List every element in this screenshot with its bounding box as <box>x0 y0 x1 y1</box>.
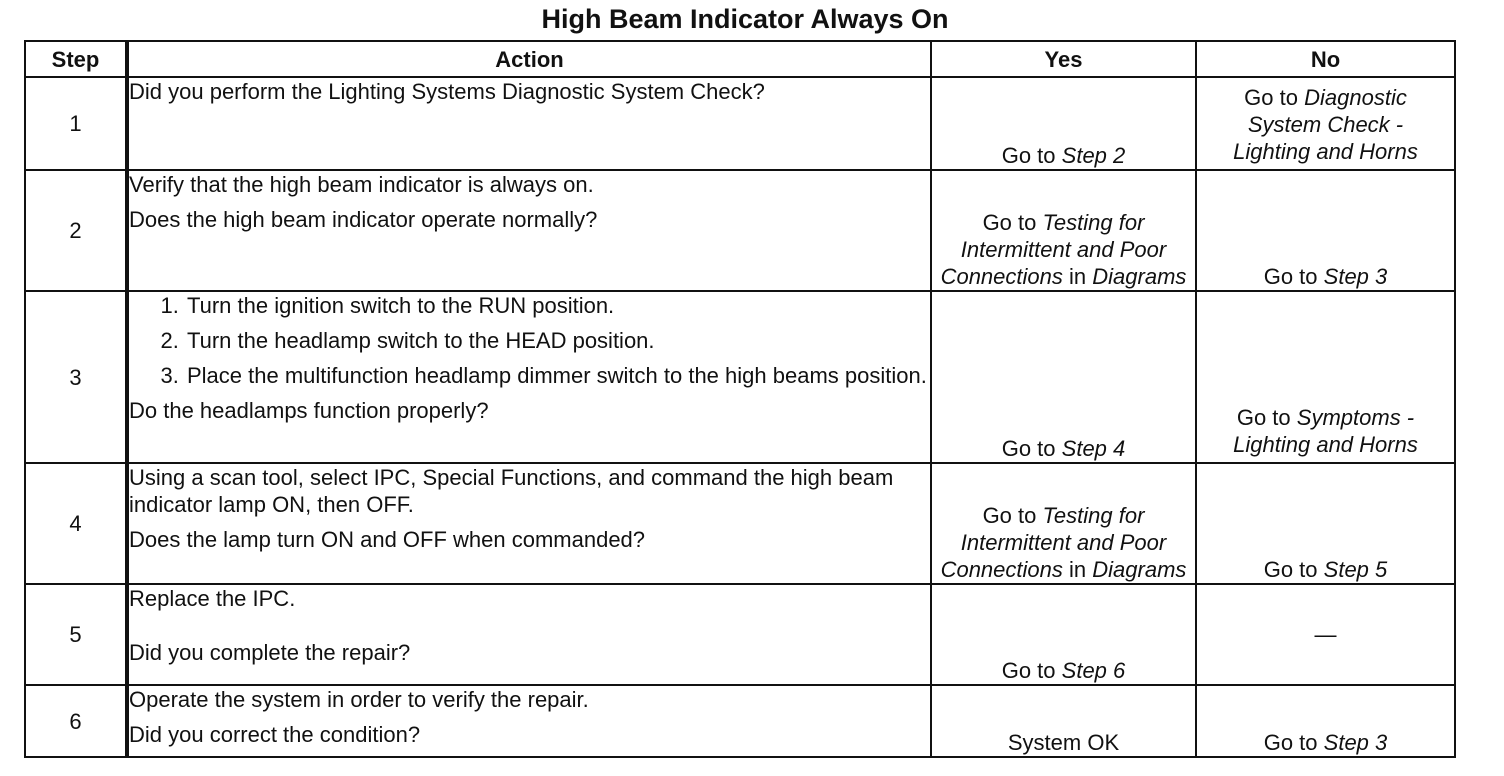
no-cell <box>1196 463 1455 584</box>
action-question: Does the lamp turn ON and OFF when commanded? <box>129 527 646 552</box>
no-reference: Diagnostic System Check - Lighting and Horns <box>1233 85 1418 164</box>
step-number: 3 <box>25 291 127 463</box>
action-text: Using a scan tool, select IPC, Special Functions, and command the high beam indicator lamp ON, then OFF. <box>129 465 894 517</box>
list-item: 3. Place the multifunction headlamp dimmer switch to the high beams position. <box>185 362 930 389</box>
yes-cell <box>931 291 1196 463</box>
action-text: Operate the system in order to verify the repair. <box>129 687 589 712</box>
yes-reference: Step 2 <box>1061 143 1126 168</box>
no-prefix: Go to <box>1236 405 1291 430</box>
no-prefix: Go to <box>1244 85 1298 110</box>
yes-cell <box>931 584 1196 685</box>
no-prefix: Go to <box>1263 557 1318 582</box>
action-steps-list <box>129 292 930 389</box>
no-dash: — <box>1314 622 1337 647</box>
header-row <box>25 41 1455 77</box>
no-prefix: Go to <box>1263 730 1318 755</box>
no-cell <box>1196 685 1455 757</box>
action-text: Did you perform the Lighting Systems Diagnostic System Check? <box>129 79 765 104</box>
yes-reference: Testing for Intermittent and Poor Connections <box>940 210 1167 289</box>
table-row <box>25 463 1455 584</box>
no-reference: Step 3 <box>1323 264 1388 289</box>
step-number: 4 <box>25 463 127 584</box>
yes-prefix: Go to <box>982 503 1037 528</box>
table-row <box>25 291 1455 463</box>
yes-cell <box>931 685 1196 757</box>
action-text: Verify that the high beam indicator is always on. <box>129 172 594 197</box>
table-row <box>25 170 1455 291</box>
yes-cell <box>931 170 1196 291</box>
yes-connector: in <box>1069 557 1087 582</box>
header-step: Step <box>25 41 127 77</box>
no-cell <box>1196 77 1455 170</box>
no-prefix: Go to <box>1263 264 1318 289</box>
yes-prefix: Go to <box>1001 658 1056 683</box>
yes-reference: Testing for Intermittent and Poor Connections <box>940 503 1167 582</box>
yes-prefix: Go to <box>982 210 1037 235</box>
action-question: Does the high beam indicator operate normally? <box>129 207 598 232</box>
list-item: 1. Turn the ignition switch to the RUN position. <box>185 292 930 319</box>
no-reference: Symptoms - Lighting and Horns <box>1233 405 1418 457</box>
table-row <box>25 77 1455 170</box>
page-title: High Beam Indicator Always On <box>541 4 949 34</box>
header-yes: Yes <box>931 41 1196 77</box>
no-cell <box>1196 584 1455 685</box>
yes-prefix: Go to <box>1001 143 1056 168</box>
action-cell <box>127 584 931 685</box>
yes-cell <box>931 463 1196 584</box>
action-cell <box>127 170 931 291</box>
no-reference: Step 3 <box>1323 730 1388 755</box>
action-question: Did you correct the condition? <box>129 722 421 747</box>
no-reference: Step 5 <box>1323 557 1388 582</box>
step-number: 5 <box>25 584 127 685</box>
step-number: 2 <box>25 170 127 291</box>
yes-prefix: Go to <box>1001 436 1056 461</box>
action-text: Replace the IPC. <box>129 586 296 611</box>
yes-reference-2: Diagrams <box>1092 264 1187 289</box>
action-cell <box>127 685 931 757</box>
list-item: 2. Turn the headlamp switch to the HEAD position. <box>185 327 930 354</box>
header-action: Action <box>127 41 931 77</box>
yes-result: System OK <box>1007 730 1120 755</box>
table-row <box>25 584 1455 685</box>
action-cell <box>127 291 931 463</box>
action-cell <box>127 463 931 584</box>
action-question: Did you complete the repair? <box>129 640 411 665</box>
yes-reference: Step 4 <box>1061 436 1126 461</box>
table-row <box>25 685 1455 757</box>
header-no: No <box>1196 41 1455 77</box>
no-cell <box>1196 291 1455 463</box>
step-number: 6 <box>25 685 127 757</box>
action-cell <box>127 77 931 170</box>
yes-reference: Step 6 <box>1061 658 1126 683</box>
no-cell <box>1196 170 1455 291</box>
action-question: Do the headlamps function properly? <box>129 398 489 423</box>
yes-reference-2: Diagrams <box>1092 557 1187 582</box>
yes-connector: in <box>1069 264 1087 289</box>
step-number: 1 <box>25 77 127 170</box>
yes-cell <box>931 77 1196 170</box>
diagnostic-table <box>24 40 1456 758</box>
